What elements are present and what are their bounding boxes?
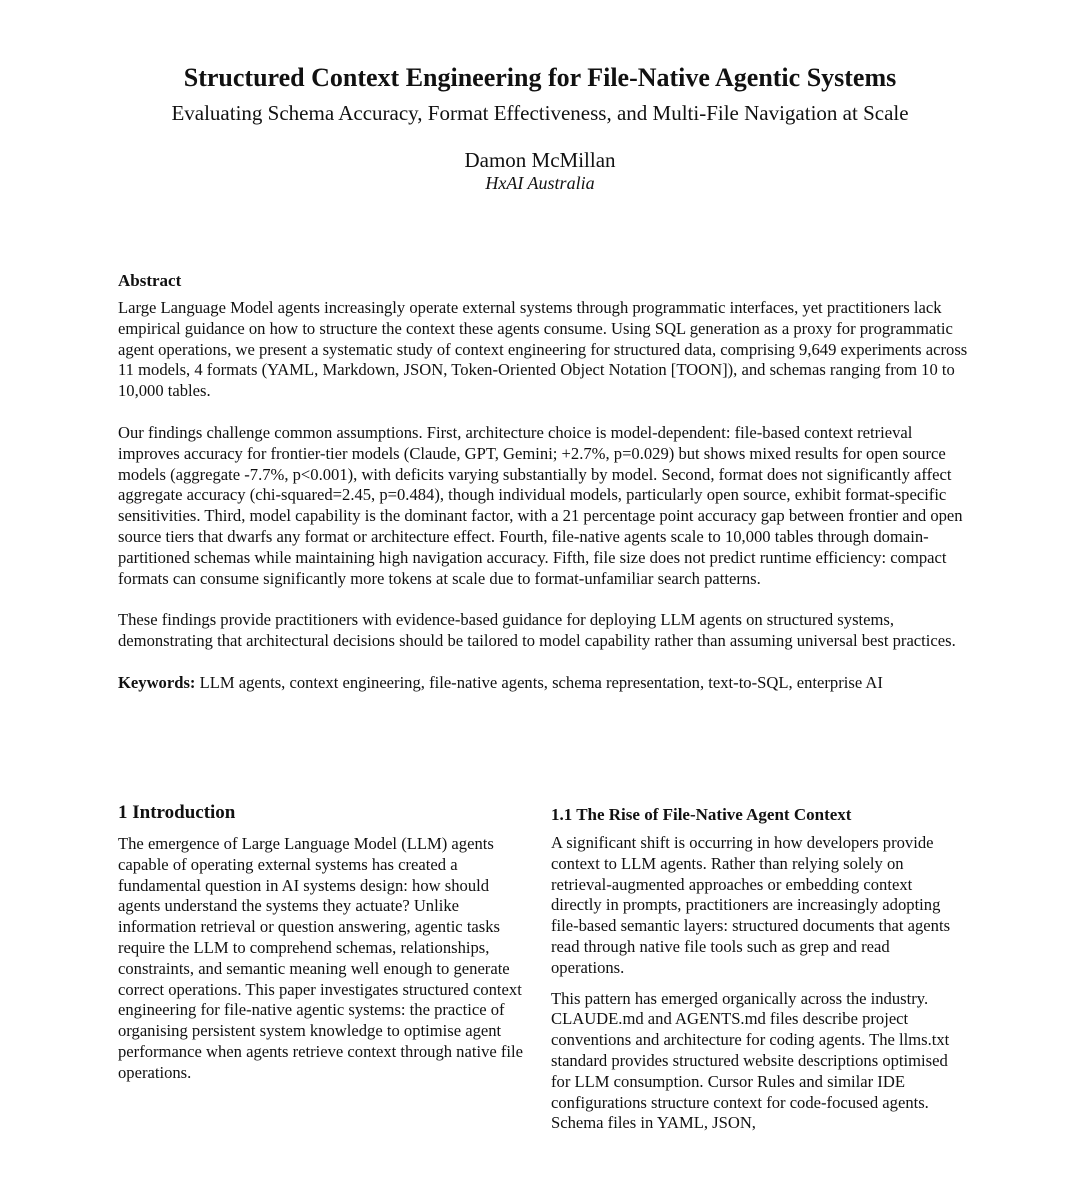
paper-title: Structured Context Engineering for File-Native Agentic Systems bbox=[183, 63, 897, 92]
keywords-text: LLM agents, context engineering, file-native agents, schema representation, text-to-SQL, enterprise AI bbox=[199, 672, 883, 692]
section-1-1 bbox=[551, 800, 966, 1144]
introduction-heading: 1 Introduction bbox=[118, 802, 236, 823]
abstract-heading: Abstract bbox=[118, 271, 182, 290]
abstract-paragraph-1: Large Language Model agents increasingly operate external systems through programmatic interfaces, yet practitioners lack empirical guidance on how to structure the context these agents consume. Using SQL generation as a proxy for programmatic agent operations, we present a systematic study of context engineering for structured data, comprising 9,649 experiments across 11 models, 4 formats (YAML, Markdown, JSON, Token-Oriented Object Notation [TOON]), and schemas ranging from 10 to 10,000 tables. bbox=[118, 298, 968, 401]
introduction-section bbox=[118, 800, 533, 1094]
author-affiliation: HxAI Australia bbox=[485, 173, 595, 193]
section-1-1-paragraph-2: This pattern has emerged organically across the industry. CLAUDE.md and AGENTS.md files describe project conventions and architecture for coding agents. The llms.txt standard provides structured website descriptions optimised for LLM consumption. Cursor Rules and similar IDE configurations structure context for code-focused agents. Schema files in YAML, JSON, bbox=[551, 988, 950, 1133]
keywords-label: Keywords: bbox=[118, 672, 196, 692]
introduction-paragraph: The emergence of Large Language Model (LLM) agents capable of operating external systems has created a fundamental question in AI systems design: how should agents understand the systems they actuate? Unlike information retrieval or question answering, agentic tasks require the LLM to comprehend schemas, relationships, constraints, and semantic meaning well enough to generate correct operations. This paper investigates structured context engineering for file-native agentic systems: the practice of organising persistent system knowledge to optimise agent performance when agents retrieve context through native file operations. bbox=[118, 834, 523, 1082]
paper-subtitle: Evaluating Schema Accuracy, Format Effectiveness, and Multi-File Navigation at Scale bbox=[171, 101, 909, 125]
abstract-paragraph-2: Our findings challenge common assumptions. First, architecture choice is model-dependent: file-based context retrieval improves accuracy for frontier-tier models (Claude, GPT, Gemini; +2.7%, p=0.029) but shows mixed results for open source models (aggregate -7.7%, p<0.001), with deficits varying substantially by model. Second, format does not significantly affect aggregate accuracy (chi-squared=2.45, p=0.484), though individual models, particularly open source, exhibit format-specific sensitivities. Third, model capability is the dominant factor, with a 21 percentage point accuracy gap between frontier and open source tiers that dwarfs any format or architecture effect. Fourth, file-native agents scale to 10,000 tables through domain-partitioned schemas while maintaining high navigation accuracy. Fifth, file size does not predict runtime efficiency: compact formats can consume significantly more tokens at scale due to format-unfamiliar search patterns. bbox=[118, 422, 963, 588]
abstract-section bbox=[118, 270, 968, 715]
section-1-1-heading: 1.1 The Rise of File-Native Agent Context bbox=[551, 805, 852, 824]
keywords bbox=[118, 673, 968, 694]
author-name: Damon McMillan bbox=[464, 148, 616, 172]
abstract-paragraph-3: These findings provide practitioners with evidence-based guidance for deploying LLM agents on structured systems, demonstrating that architectural decisions should be tailored to model capability rather than assuming universal best practices. bbox=[118, 610, 956, 651]
section-1-1-paragraph-1: A significant shift is occurring in how developers provide context to LLM agents. Rather than relying solely on retrieval-augmented approaches or embedding context directly in prompts, practitioners are increasingly adopting file-based semantic layers: structured documents that agents read through native file tools such as grep and read operations. bbox=[551, 833, 951, 977]
